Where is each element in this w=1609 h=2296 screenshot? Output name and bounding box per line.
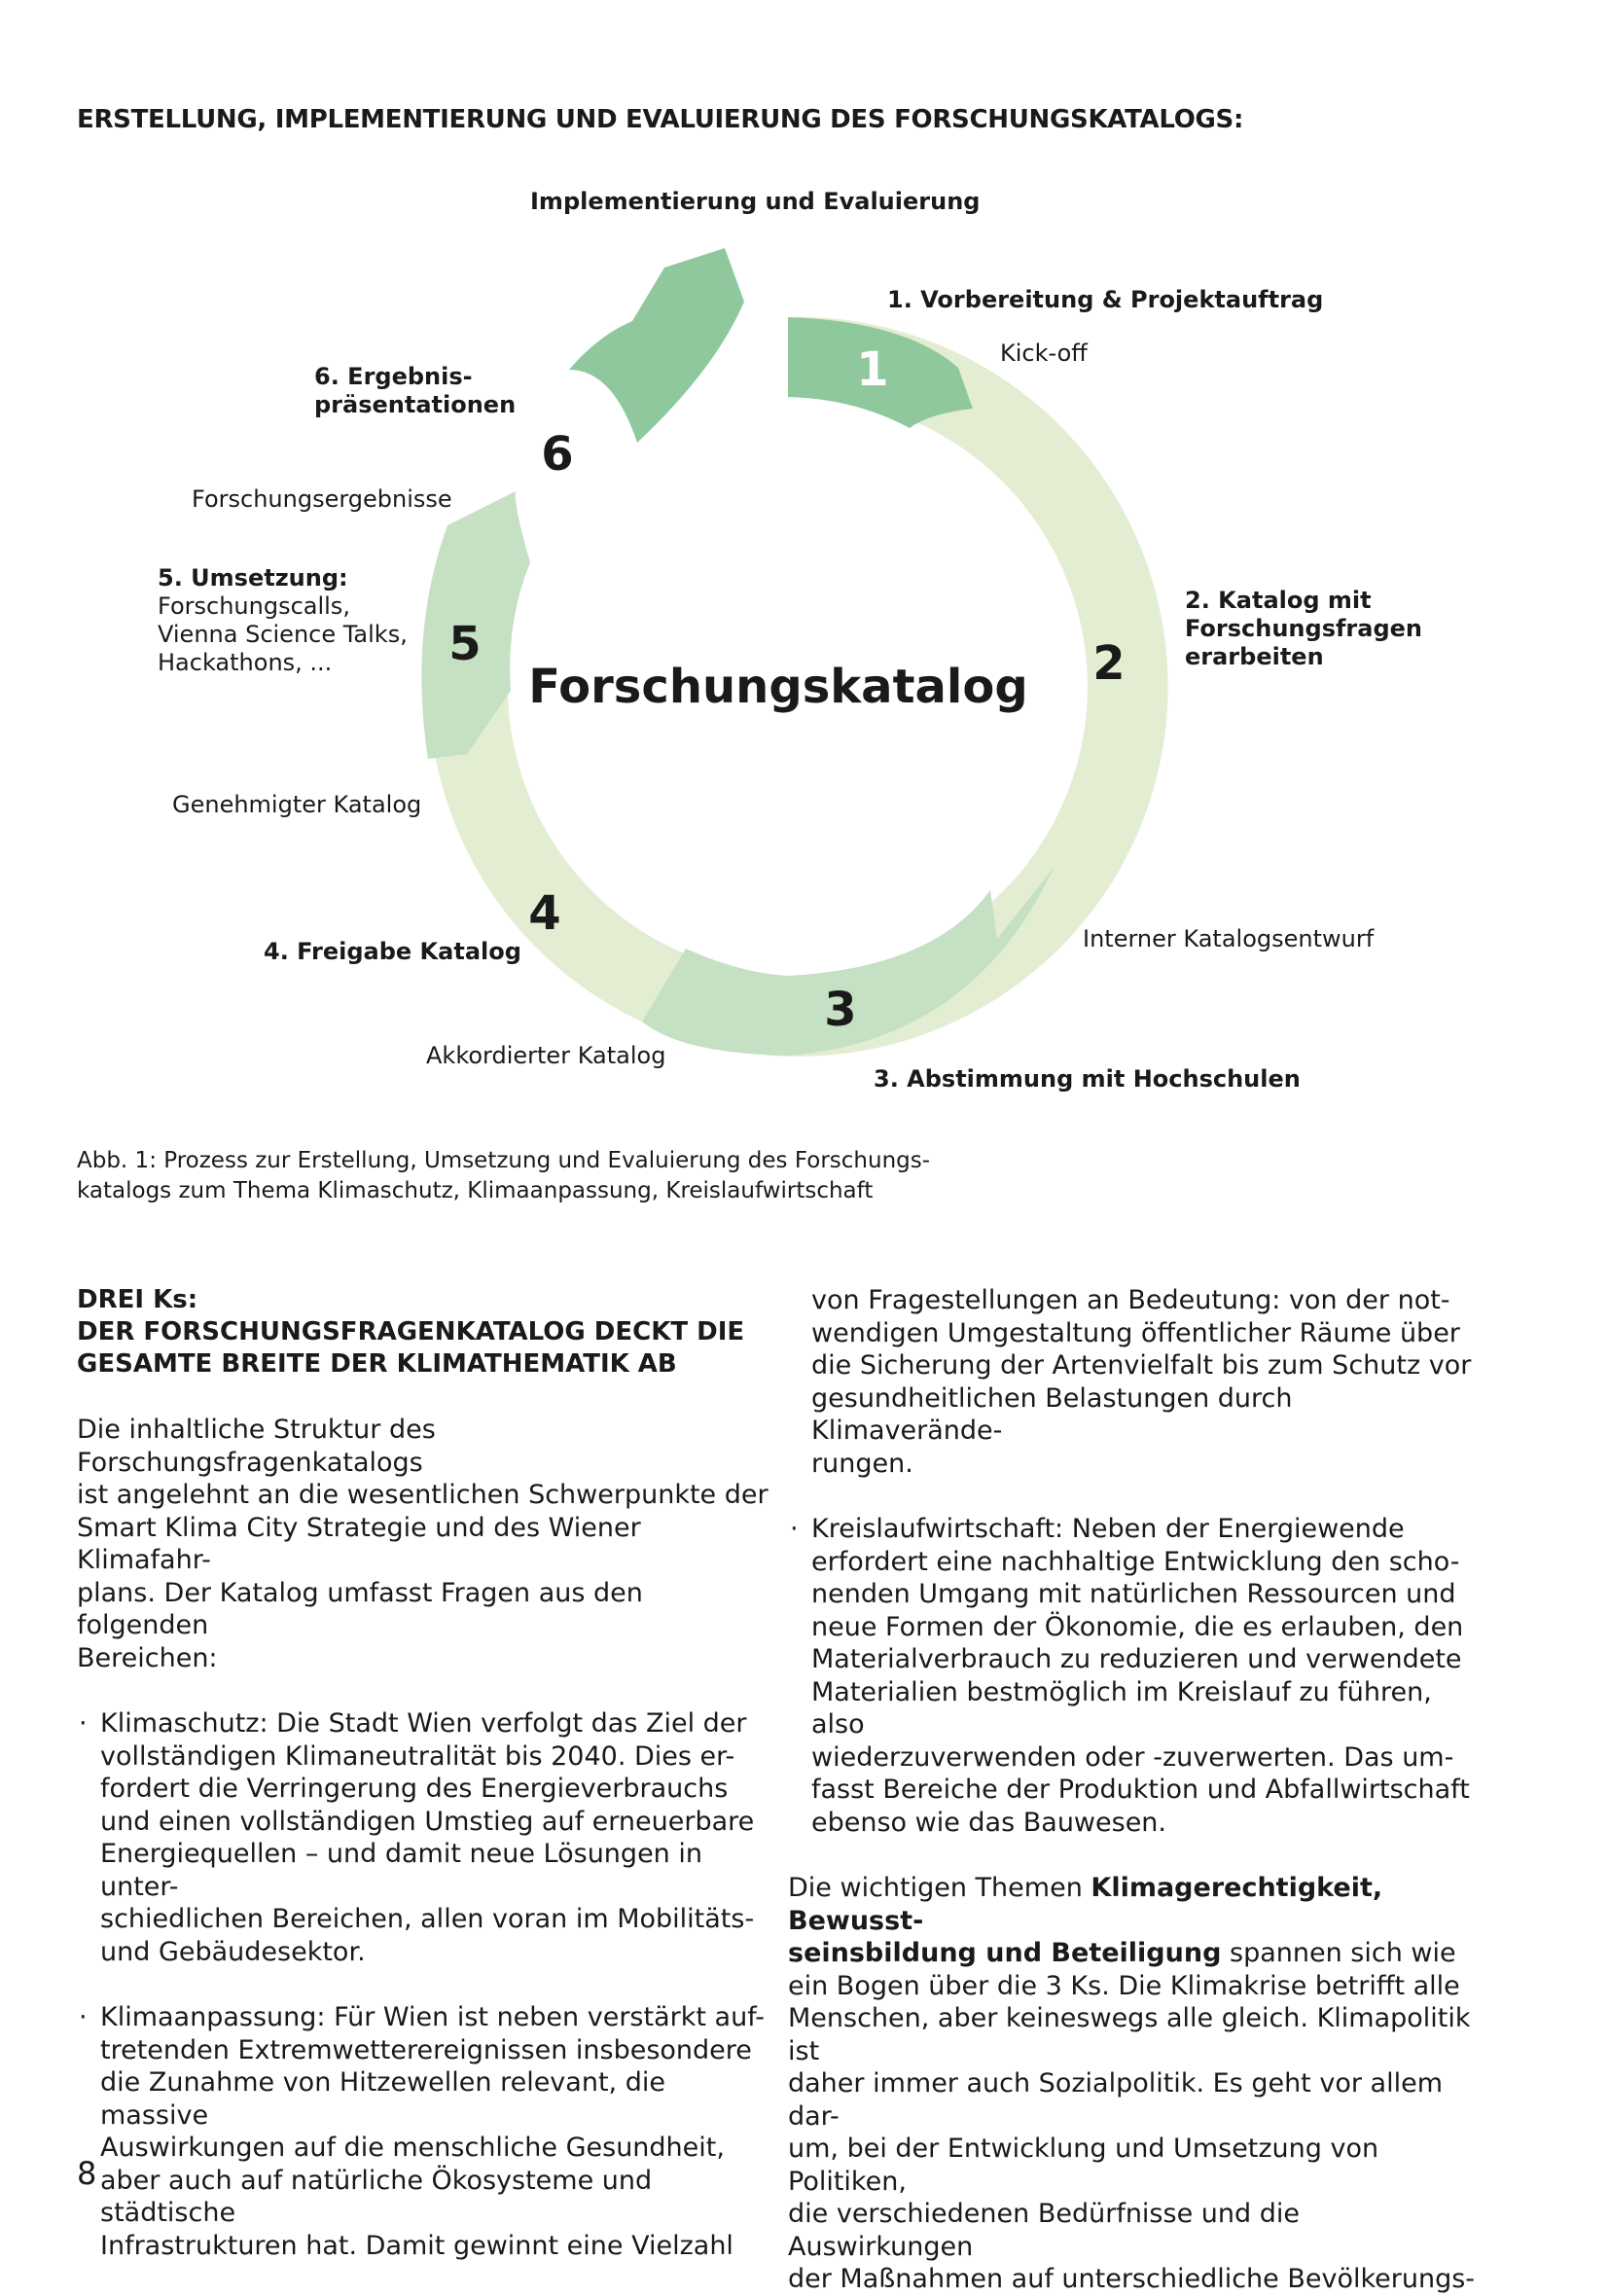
diagram-center-label: Forschungskatalog (528, 660, 1028, 714)
text-line: Die inhaltliche Struktur des Forschungsfragenkatalogs (77, 1415, 436, 1478)
heading-line: DREI Ks: (77, 1285, 198, 1314)
text-line (788, 1872, 1488, 1937)
step-1-output: Kick-off (1000, 340, 1088, 367)
step-2-title (1185, 587, 1422, 671)
step-5-detail: Hackathons, ... (158, 649, 333, 676)
step-5-output: Forschungsergebnisse (192, 485, 452, 513)
text-line: Smart Klima City Strategie und des Wiener Klimafahr- (77, 1512, 641, 1575)
caption-line: katalogs zum Thema Klimaschutz, Klimaanpassung, Kreislaufwirtschaft (77, 1178, 874, 1203)
text-line: ein Bogen über die 3 Ks. Die Klimakrise betrifft alle (788, 1970, 1460, 2001)
step-6-title-line: präsentationen (314, 391, 517, 418)
text-line: Materialverbrauch zu reduzieren und verwendete (811, 1644, 1462, 1674)
text-line: Auswirkungen auf die menschliche Gesundheit, (100, 2133, 725, 2163)
text-line: von Fragestellungen an Bedeutung: von der not- (811, 1285, 1450, 1315)
text-line: wiederzuverwenden oder -zuverwerten. Das um- (811, 1741, 1454, 1773)
step-6-title-line: 6. Ergebnis- (314, 363, 473, 390)
text-line: und einen vollständigen Umstieg auf erneuerbare (100, 1806, 755, 1837)
text-line: die Sicherung der Artenvielfalt bis zum Schutz vor (811, 1350, 1472, 1381)
heading-line: GESAMTE BREITE DER KLIMATHEMATIK AB (77, 1349, 677, 1379)
article-left-column (77, 1284, 777, 2262)
step-number-4: 4 (528, 886, 561, 941)
text-line: Energiequellen – und damit neue Lösungen in unter- (100, 1839, 702, 1902)
text-run-bold: seinsbildung und Beteiligung (788, 1938, 1222, 1968)
step-5-detail: Forschungscalls, (158, 592, 350, 620)
step-5-label (158, 564, 408, 677)
step-3-title: 3. Abstimmung mit Hochschulen (874, 1065, 1301, 1093)
top-label: Implementierung und Evaluierung (530, 188, 981, 215)
text-line: plans. Der Katalog umfasst Fragen aus den folgenden (77, 1577, 643, 1640)
text-line: und Gebäudesektor. (100, 1936, 366, 1967)
step-3-output: Akkordierter Katalog (426, 1042, 666, 1069)
text-line: ist angelehnt an die wesentlichen Schwerpunkte der (77, 1480, 769, 1510)
bullet-dot: · (790, 1514, 799, 1544)
text-line: gesundheitlichen Belastungen durch Klimaverände- (811, 1382, 1293, 1446)
text-line: Menschen, aber keineswegs alle gleich. Klimapolitik ist (788, 2003, 1471, 2066)
text-line: fasst Bereiche der Produktion und Abfallwirtschaft (811, 1775, 1470, 1805)
step-number-6: 6 (541, 427, 574, 482)
text-line: wendigen Umgestaltung öffentlicher Räume über (811, 1317, 1460, 1348)
page-number: 8 (77, 2155, 97, 2192)
caption-line: Abb. 1: Prozess zur Erstellung, Umsetzung und Evaluierung des Forschungs- (77, 1148, 931, 1173)
step-1-title: 1. Vorbereitung & Projektauftrag (887, 286, 1324, 313)
text-line: die verschiedenen Bedürfnisse und die Auswirkungen (788, 2199, 1300, 2262)
step-number-2: 2 (1092, 636, 1126, 691)
page-title: ERSTELLUNG, IMPLEMENTIERUNG UND EVALUIERUNG DES FORSCHUNGSKATALOGS: (77, 105, 1244, 134)
text-line: der Maßnahmen auf unterschiedliche Bevölkerungs- (788, 2264, 1476, 2294)
text-line: die Zunahme von Hitzewellen relevant, die massive (100, 2067, 665, 2131)
intro-paragraph (77, 1414, 777, 1674)
text-run: Die wichtigen Themen (788, 1873, 1091, 1903)
text-line: tretenden Extremwetterereignissen insbesondere (100, 2034, 752, 2065)
text-line: Materialien bestmöglich im Kreislauf zu führen, also (811, 1676, 1432, 1740)
text-line (788, 1937, 1488, 1970)
step-5-detail: Vienna Science Talks, (158, 621, 408, 648)
step-number-5: 5 (448, 617, 482, 671)
text-line: fordert die Verringerung des Energieverbrauchs (100, 1774, 729, 1804)
heading-line: DER FORSCHUNGSFRAGENKATALOG DECKT DIE (77, 1317, 745, 1346)
step-number-1: 1 (856, 342, 889, 397)
step-2-title-line: erarbeiten (1185, 643, 1324, 670)
text-line: vollständigen Klimaneutralität bis 2040. Dies er- (100, 1740, 735, 1772)
step-number-3: 3 (824, 983, 857, 1037)
step-4-output: Genehmigter Katalog (172, 791, 422, 818)
figure-caption (77, 1146, 930, 1206)
step-2-title-line: Forschungsfragen (1185, 615, 1422, 642)
bullet-klimaanpassung (77, 2001, 777, 2262)
step-2-output: Interner Katalogsentwurf (1083, 925, 1375, 952)
text-line: Bereichen: (77, 1642, 218, 1673)
text-line: nenden Umgang mit natürlichen Ressourcen und (811, 1579, 1456, 1609)
step-6-title (314, 363, 516, 419)
text-line: daher immer auch Sozialpolitik. Es geht vor allem dar- (788, 2068, 1443, 2132)
text-run: spannen sich wie (1221, 1938, 1456, 1968)
text-line: erfordert eine nachhaltige Entwicklung den scho- (811, 1546, 1460, 1577)
closing-paragraph (788, 1872, 1488, 2296)
bullet-kreislaufwirtschaft (788, 1513, 1488, 1839)
text-line: Kreislaufwirtschaft: Neben der Energiewende (811, 1514, 1405, 1544)
step-2-title-line: 2. Katalog mit (1185, 587, 1372, 614)
text-run-bold: Klimagerechtigkeit, Bewusst- (788, 1873, 1383, 1936)
bullet-dot: · (79, 2002, 88, 2032)
step-4-title: 4. Freigabe Katalog (264, 938, 521, 965)
bullet-klimaanpassung-continued (788, 1284, 1488, 1480)
bullet-dot: · (79, 1708, 88, 1739)
text-line: um, bei der Entwicklung und Umsetzung von Politiken, (788, 2134, 1379, 2197)
text-line: ebenso wie das Bauwesen. (811, 1807, 1167, 1838)
arrow-6 (569, 248, 744, 443)
text-line: Klimaanpassung: Für Wien ist neben verstärkt auf- (100, 2002, 765, 2032)
text-line: Infrastrukturen hat. Damit gewinnt eine Vielzahl (100, 2230, 733, 2261)
text-line: rungen. (811, 1448, 913, 1479)
text-line: Klimaschutz: Die Stadt Wien verfolgt das Ziel der (100, 1708, 747, 1739)
article-heading (77, 1284, 777, 1381)
article-right-column (788, 1284, 1488, 2296)
text-line: aber auch auf natürliche Ökosysteme und städtische (100, 2165, 653, 2228)
bullet-klimaschutz (77, 1707, 777, 1968)
step-5-title: 5. Umsetzung: (158, 564, 348, 592)
text-line: schiedlichen Bereichen, allen voran im Mobilitäts- (100, 1904, 755, 1934)
text-line: neue Formen der Ökonomie, die es erlauben, den (811, 1611, 1464, 1642)
